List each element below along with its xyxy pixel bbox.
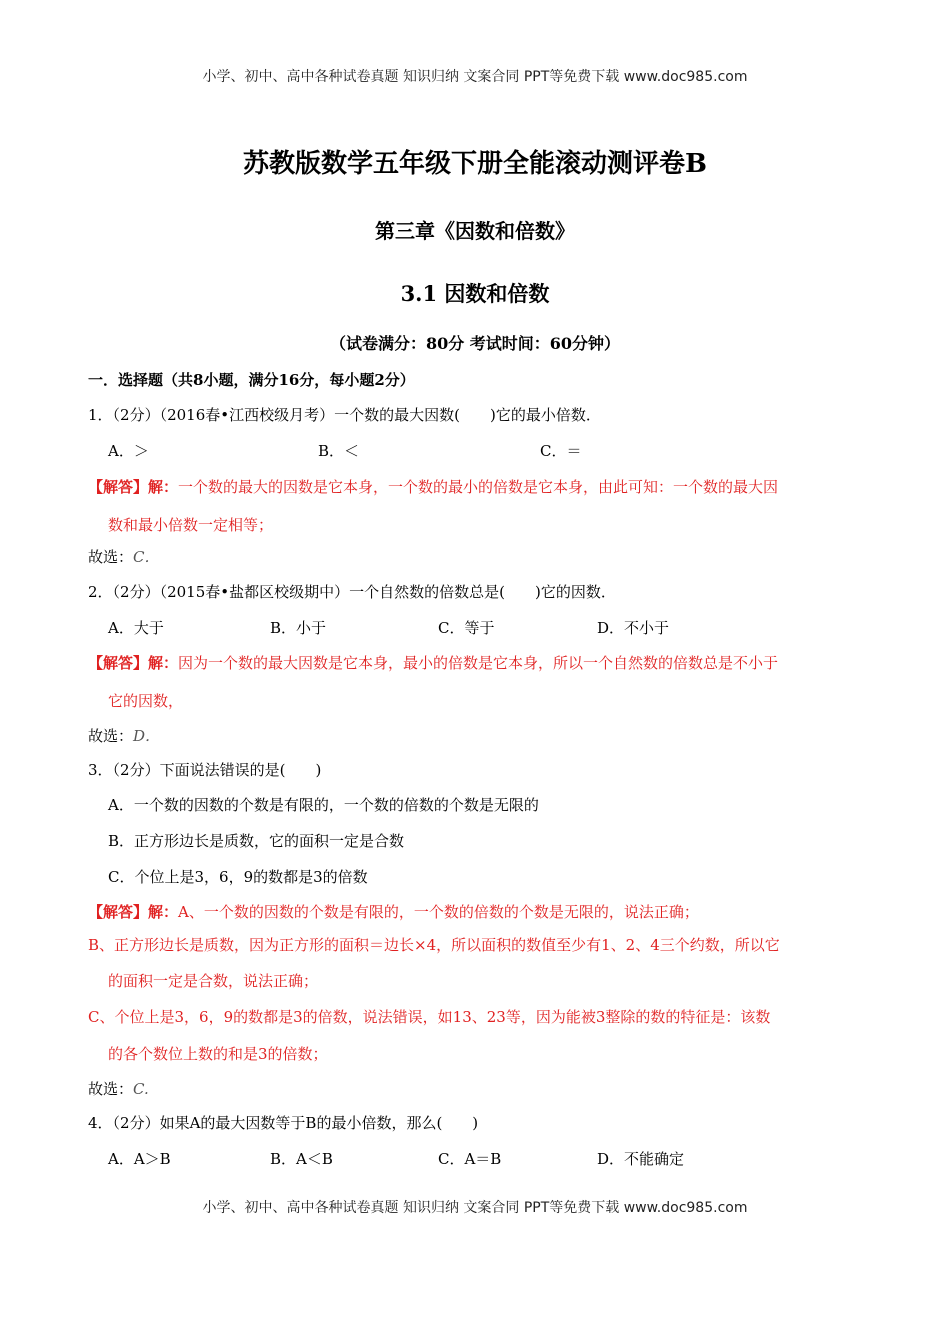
choice-value: C． <box>133 548 160 566</box>
choice-value: D． <box>133 727 161 745</box>
part-heading: 一．选择题（共8小题，满分16分，每小题2分） <box>88 371 415 389</box>
question-3-answer-b-continuation: 的面积一定是合数，说法正确； <box>108 972 319 990</box>
question-2-answer-line <box>88 652 778 673</box>
section-title: 3.1 因数和倍数 <box>400 281 550 306</box>
answer-text: A、一个数的因数的个数是有限的，一个数的倍数的个数是无限的，说法正确； <box>178 903 699 921</box>
choice-prefix: 故选： <box>88 548 134 566</box>
answer-label: 【解答】解： <box>88 478 179 496</box>
question-1-answer-continuation: 数和最小倍数一定相等； <box>108 516 274 534</box>
answer-label: 【解答】解： <box>88 903 179 921</box>
answer-text: 因为一个数的最大因数是它本身，最小的倍数是它本身，所以一个自然数的倍数总是不小于 <box>178 654 779 672</box>
question-1-option-c: C．＝ <box>540 442 582 460</box>
choice-value: C. <box>133 1080 149 1098</box>
page-footer: 小学、初中、高中各种试卷真题 知识归纳 文案合同 PPT等免费下载 www.doc985.com <box>202 1200 748 1216</box>
question-2-stem: 2．（2分）（2015春•盐都区校级期中）一个自然数的倍数总是( )它的因数． <box>88 583 616 601</box>
question-1-option-a: A．＞ <box>108 442 149 460</box>
question-2-answer-continuation: 它的因数， <box>108 692 184 710</box>
question-3-option-c: C．个位上是3，6，9的数都是3的倍数 <box>108 868 368 886</box>
choice-prefix: 故选： <box>88 727 134 745</box>
question-2-option-c: C．等于 <box>438 619 495 637</box>
answer-text: 一个数的最大的因数是它本身，一个数的最小的倍数是它本身，由此可知：一个数的最大因 <box>178 478 779 496</box>
chapter-title: 第三章《因数和倍数》 <box>375 219 575 243</box>
question-1-option-b: B．＜ <box>318 442 360 460</box>
question-1-answer-line <box>88 476 778 497</box>
choice-prefix: 故选： <box>88 1080 134 1098</box>
question-3-option-a: A．一个数的因数的个数是有限的，一个数的倍数的个数是无限的 <box>108 796 539 814</box>
question-4-option-d: D．不能确定 <box>597 1150 685 1168</box>
question-3-stem: 3．（2分）下面说法错误的是( ) <box>88 761 322 779</box>
question-1-stem: 1．（2分）（2016春•江西校级月考）一个数的最大因数( )它的最小倍数． <box>88 406 601 424</box>
question-1-choice <box>88 546 160 567</box>
question-4-stem: 4．（2分）如果A的最大因数等于B的最小倍数，那么( ) <box>88 1114 479 1132</box>
question-2-option-a: A．大于 <box>108 619 164 637</box>
question-4-option-c: C．A＝B <box>438 1150 502 1168</box>
question-3-choice <box>88 1078 149 1099</box>
question-4-option-b: B．A＜B <box>270 1150 333 1168</box>
question-3-answer-b: B、正方形边长是质数，因为正方形的面积＝边长×4，所以面积的数值至少有1、2、4三个约数，所以它 <box>88 936 780 954</box>
question-3-answer-line <box>88 901 699 922</box>
question-4-option-a: A．A＞B <box>108 1150 171 1168</box>
question-2-option-d: D．不小于 <box>597 619 670 637</box>
document-title: 苏教版数学五年级下册全能滚动测评卷B <box>243 149 707 179</box>
question-3-option-b: B．正方形边长是质数，它的面积一定是合数 <box>108 832 405 850</box>
exam-info: （试卷满分：80分 考试时间：60分钟） <box>329 334 621 353</box>
answer-label: 【解答】解： <box>88 654 179 672</box>
question-3-answer-c: C、个位上是3，6，9的数都是3的倍数，说法错误，如13、23等，因为能被3整除的数的特征是：该数 <box>88 1008 771 1026</box>
question-2-choice <box>88 725 160 746</box>
question-3-answer-c-continuation: 的各个数位上数的和是3的倍数； <box>108 1045 328 1063</box>
question-2-option-b: B．小于 <box>270 619 327 637</box>
page-header: 小学、初中、高中各种试卷真题 知识归纳 文案合同 PPT等免费下载 www.doc985.com <box>202 69 748 85</box>
